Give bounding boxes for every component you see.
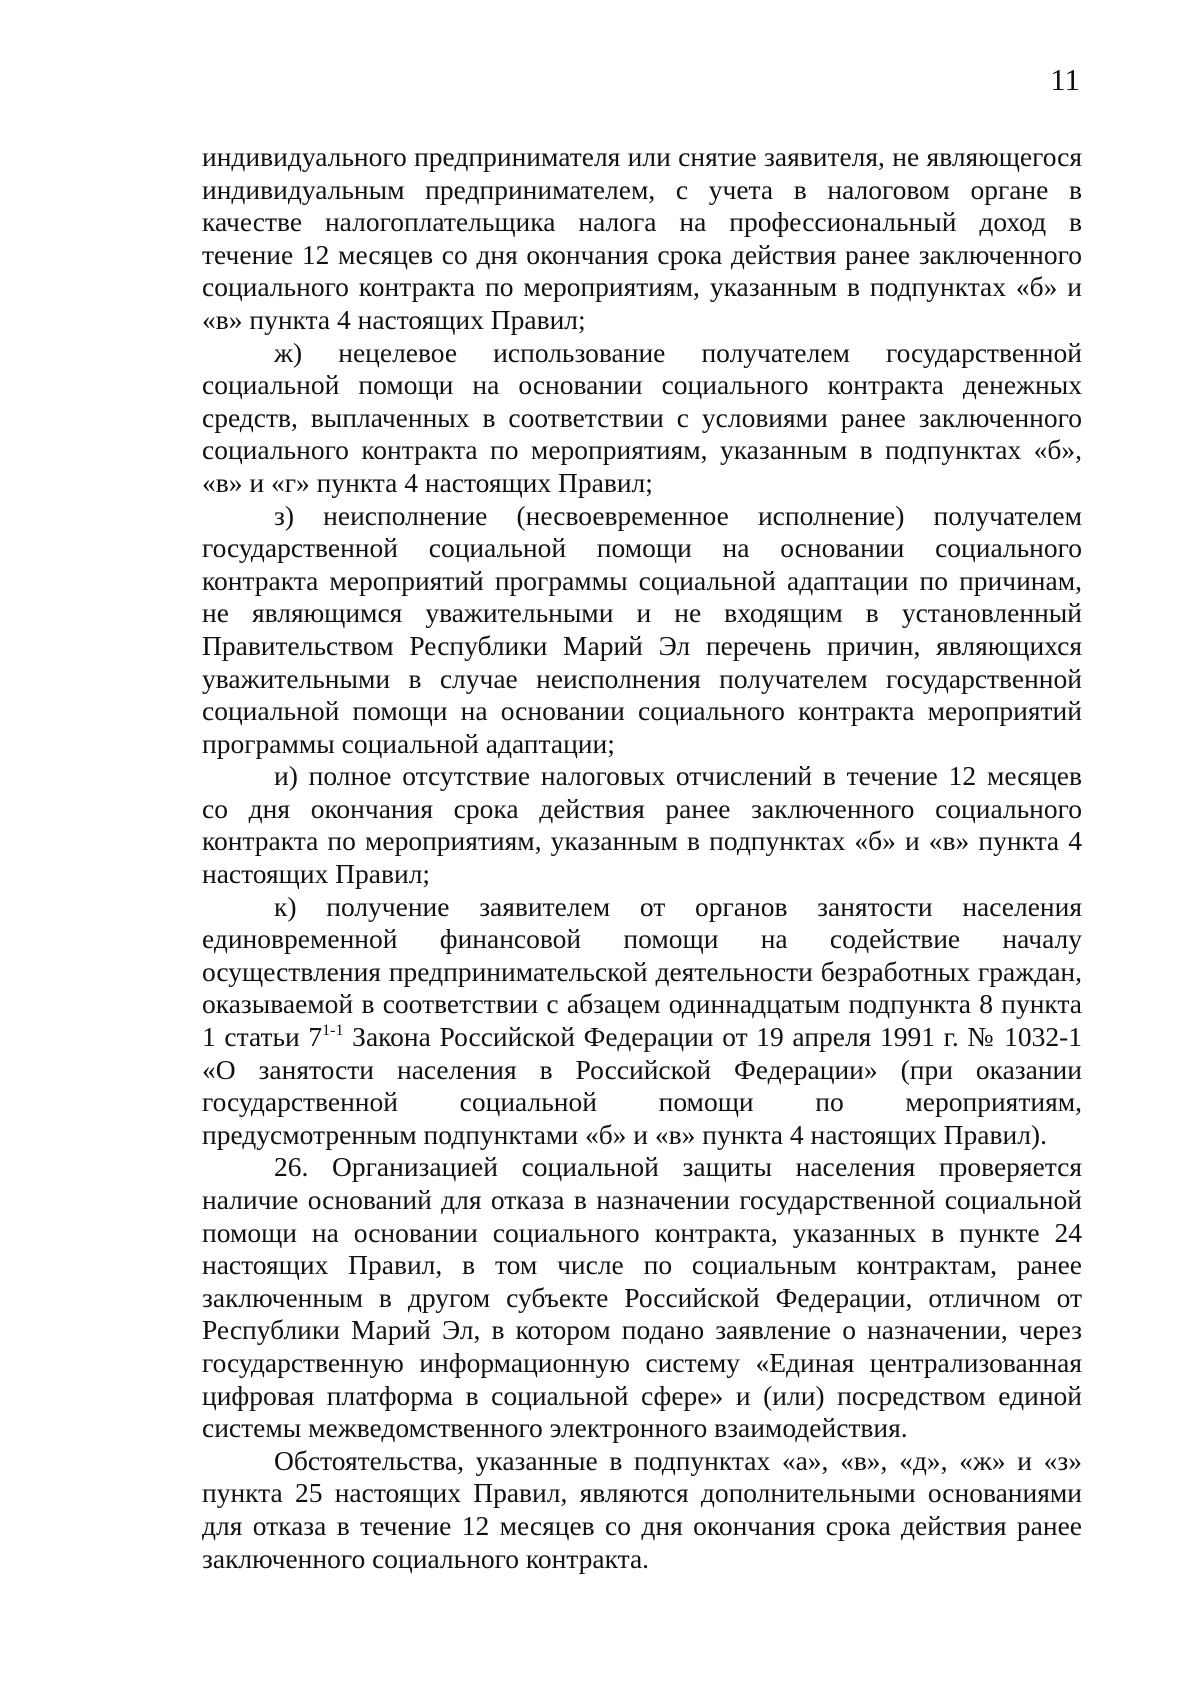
paragraph-item-i: и) полное отсутствие налоговых отчислений в течение 12 месяцев со дня окончания срока действия ранее заключенного социального контракта по мероприятиям, указанным в подпунктах «б» и «в» пункта 4 настоящих Правил;	[202, 760, 1082, 890]
paragraph-point-26: 26. Организацией социальной защиты населения проверяется наличие оснований для отказа в назначении государственной социальной помощи на основании социального контракта, указанных в пункте 24 настоящих Правил, в том числе по социальным контрактам, ранее заключенным в другом субъекте Российской Федерации, отличном от Республики Марий Эл, в котором подано заявление о назначении, через государственную информационную систему «Единая централизованная цифровая платформа в социальной сфере» и (или) посредством единой системы межведомственного электронного взаимодействия.	[202, 1151, 1082, 1444]
paragraph-item-k	[202, 891, 1082, 1152]
paragraph-item-k-part2: Закона Российской Федерации от 19 апреля 1991 г. № 1032-1 «О занятости населения в Российской Федерации» (при оказании государственной социальной помощи по мероприятиям, предусмотренным подпунктами «б» и «в» пункта 4 настоящих Правил).	[202, 1021, 1082, 1150]
article-superscript: 1-1	[322, 1022, 344, 1040]
paragraph-item-k-part1: к) получение заявителем от органов занятости населения единовременной финансовой помощи на содействие началу осуществления предпринимательской деятельности безработных граждан, оказываемой в соответствии с абзацем одиннадцатым подпункта 8 пункта 1 статьи 7	[202, 890, 1082, 1053]
document-body	[202, 141, 1082, 1575]
paragraph-item-z: з) неисполнение (несвоевременное исполнение) получателем государственной социальной помощи на основании социального контракта мероприятий программы социальной адаптации по причинам, не являющимся уважительными и не входящим в установленный Правительством Республики Марий Эл перечень причин, являющихся уважительными в случае неисполнения получателем государственной социальной помощи на основании социального контракта мероприятий программы социальной адаптации;	[202, 499, 1082, 759]
page-number: 11	[1050, 62, 1080, 97]
paragraph-circumstances: Обстоятельства, указанные в подпунктах «а», «в», «д», «ж» и «з» пункта 25 настоящих Правил, являются дополнительными основаниями для отказа в течение 12 месяцев со дня окончания срока действия ранее заключенного социального контракта.	[202, 1444, 1082, 1574]
paragraph-item-zh: ж) нецелевое использование получателем государственной социальной помощи на основании социального контракта денежных средств, выплаченных в соответствии с условиями ранее заключенного социального контракта по мероприятиям, указанным в подпунктах «б», «в» и «г» пункта 4 настоящих Правил;	[202, 336, 1082, 498]
paragraph-continuation: индивидуального предпринимателя или снятие заявителя, не являющегося индивидуальным предпринимателем, с учета в налоговом органе в качестве налогоплательщика налога на профессиональный доход в течение 12 месяцев со дня окончания срока действия ранее заключенного социального контракта по мероприятиям, указанным в подпунктах «б» и «в» пункта 4 настоящих Правил;	[202, 141, 1082, 335]
